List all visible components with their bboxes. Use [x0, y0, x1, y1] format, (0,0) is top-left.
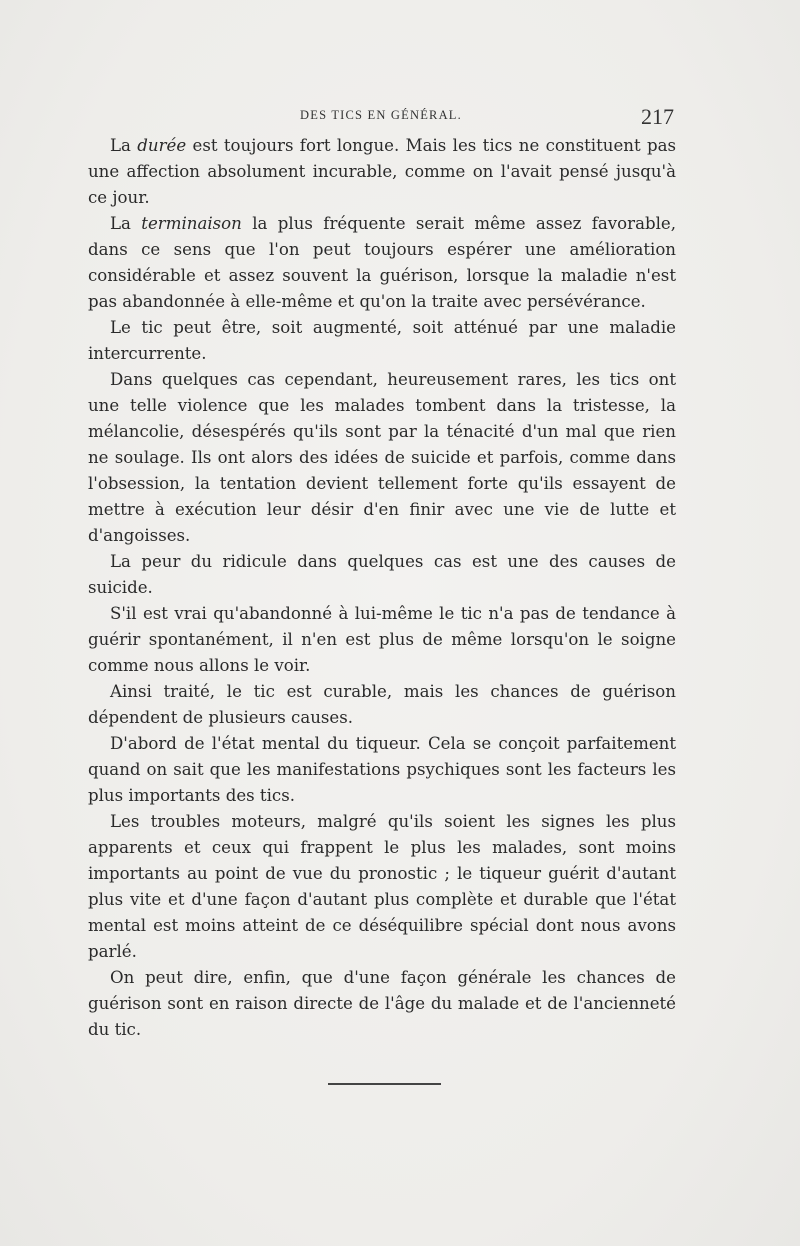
paragraph-conclusion: On peut dire, enfin, que d'une façon générale les chances de guérison sont en raison directe de l'âge du malade et de l'ancienneté du tic.	[88, 968, 676, 1039]
paragraph-violence-suicide: Dans quelques cas cependant, heureusement rares, les tics ont une telle violence que les malades tombent dans la tristesse, la mélancolie, désespérés qu'ils sont par la ténacité d'un mal que rien ne soulage. Ils ont alors des idées de suicide et parfois, comme dans l'obsession, la tentation devient tellement forte qu'ils essayent de mettre à exécution leur désir d'en finir avec une vie de lutte et d'angoisses.	[88, 370, 676, 545]
paragraph-duree: La durée est toujours fort longue. Mais les tics ne constituent pas une affection absolument incurable, comme on l'avait pensé jusqu'à ce jour.	[88, 136, 677, 207]
running-title: DES TICS EN GÉNÉRAL.	[300, 108, 462, 122]
paragraph-peur-ridicule: La peur du ridicule dans quelques cas est une des causes de suicide.	[88, 552, 676, 597]
paragraph-troubles-moteurs: Les troubles moteurs, malgré qu'ils soient les signes les plus apparents et ceux qui frappent le plus les malades, sont moins importants au point de vue du pronostic ; le tiqueur guérit d'autant plus vite et d'une façon d'autant plus complète et durable que l'état mental est moins atteint de ce déséquilibre spécial dont nous avons parlé.	[88, 812, 676, 961]
paragraph-maladie-intercurrente: Le tic peut être, soit augmenté, soit atténué par une maladie intercurrente.	[88, 318, 676, 363]
page-number: 217	[641, 104, 674, 129]
paragraph-terminaison: La terminaison la plus fréquente serait même assez favorable, dans ce sens que l'on peut toujours espérer une amélioration considérable et assez souvent la guérison, lorsque la maladie n'est pas abandonnée à elle-même et qu'on la traite avec persévérance.	[88, 214, 677, 311]
emphasis-duree: durée	[137, 136, 187, 155]
running-head	[0, 104, 800, 128]
body-text	[88, 133, 676, 1043]
paragraph-etat-mental: D'abord de l'état mental du tiqueur. Cela se conçoit parfaitement quand on sait que les manifestations psychiques sont les facteurs les plus importants des tics.	[88, 734, 676, 805]
paragraph-curable: Ainsi traité, le tic est curable, mais les chances de guérison dépendent de plusieurs causes.	[88, 682, 676, 727]
section-end-rule	[328, 1083, 441, 1085]
paragraph-abandon-traitement: S'il est vrai qu'abandonné à lui-même le tic n'a pas de tendance à guérir spontanément, il n'en est plus de même lorsqu'on le soigne comme nous allons le voir.	[88, 604, 676, 675]
emphasis-terminaison: terminaison	[141, 214, 242, 233]
